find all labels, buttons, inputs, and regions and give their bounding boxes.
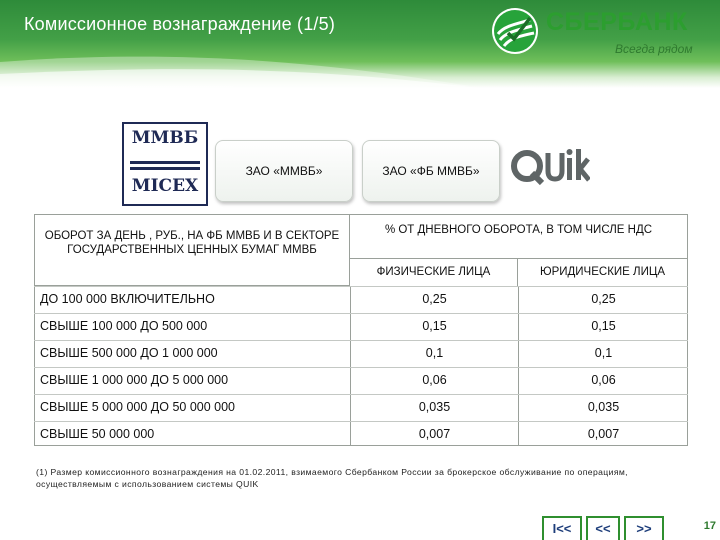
- brand-tagline: Всегда рядом: [615, 42, 693, 56]
- micex-logo-top-text: ММВБ: [131, 128, 199, 148]
- table-row: [34, 286, 688, 313]
- micex-logo-divider: [124, 160, 206, 172]
- tag-zao-mmvb: ЗАО «ММВБ»: [215, 140, 353, 202]
- row-legal-rate: 0,035: [518, 395, 688, 421]
- table-row: [34, 421, 688, 446]
- table-row: [34, 340, 688, 367]
- quik-logo-icon: [510, 145, 590, 187]
- row-physical-rate: 0,007: [350, 422, 518, 446]
- table-header-physical: ФИЗИЧЕСКИЕ ЛИЦА: [350, 258, 518, 286]
- sberbank-brand: [490, 4, 712, 64]
- footnote: (1) Размер комиссионного вознаграждения на 01.02.2011, взимаемого Сбербанком России за брокерское обслуживание по операциям, осуществляемым с использованием системы QUIK: [36, 467, 628, 489]
- micex-logo: [122, 122, 208, 206]
- table-row: [34, 394, 688, 421]
- nav-first-button[interactable]: I<<: [542, 516, 582, 540]
- table-row: [34, 367, 688, 394]
- row-turnover: СВЫШЕ 500 000 ДО 1 000 000: [40, 346, 218, 360]
- table-row: [34, 313, 688, 340]
- row-legal-rate: 0,15: [518, 314, 688, 340]
- micex-logo-bottom-text: MICEX: [131, 176, 199, 196]
- nav-next-button[interactable]: >>: [624, 516, 664, 540]
- row-physical-rate: 0,15: [350, 314, 518, 340]
- row-legal-rate: 0,1: [518, 341, 688, 367]
- row-turnover: ДО 100 000 ВКЛЮЧИТЕЛЬНО: [40, 292, 215, 306]
- row-turnover: СВЫШЕ 1 000 000 ДО 5 000 000: [40, 373, 229, 387]
- header-band: [0, 0, 720, 88]
- row-legal-rate: 0,25: [518, 287, 688, 313]
- slide-title: Комиссионное вознаграждение (1/5): [24, 14, 336, 34]
- row-turnover: СВЫШЕ 5 000 000 ДО 50 000 000: [40, 400, 236, 414]
- tag-zao-fb-mmvb: ЗАО «ФБ ММВБ»: [362, 140, 500, 202]
- row-physical-rate: 0,035: [350, 395, 518, 421]
- page-number: 17: [703, 520, 716, 532]
- row-legal-rate: 0,06: [518, 368, 688, 394]
- row-legal-rate: 0,007: [518, 422, 688, 446]
- sberbank-logo-icon: [490, 6, 540, 56]
- row-turnover: СВЫШЕ 50 000 000: [40, 427, 155, 441]
- row-physical-rate: 0,25: [350, 287, 518, 313]
- row-physical-rate: 0,06: [350, 368, 518, 394]
- nav-prev-button[interactable]: <<: [586, 516, 620, 540]
- row-turnover: СВЫШЕ 100 000 ДО 500 000: [40, 319, 208, 333]
- row-physical-rate: 0,1: [350, 341, 518, 367]
- table-header-legal: ЮРИДИЧЕСКИЕ ЛИЦА: [518, 258, 688, 286]
- table-header-turnover: ОБОРОТ ЗА ДЕНЬ , РУБ., НА ФБ ММВБ И В СЕКТОРЕ ГОСУДАРСТВЕННЫХ ЦЕННЫХ БУМАГ ММВБ: [34, 214, 350, 286]
- brand-name: СБЕРБАНК: [546, 8, 688, 36]
- table-header-percent: % ОТ ДНЕВНОГО ОБОРОТА, В ТОМ ЧИСЛЕ НДС: [350, 214, 688, 258]
